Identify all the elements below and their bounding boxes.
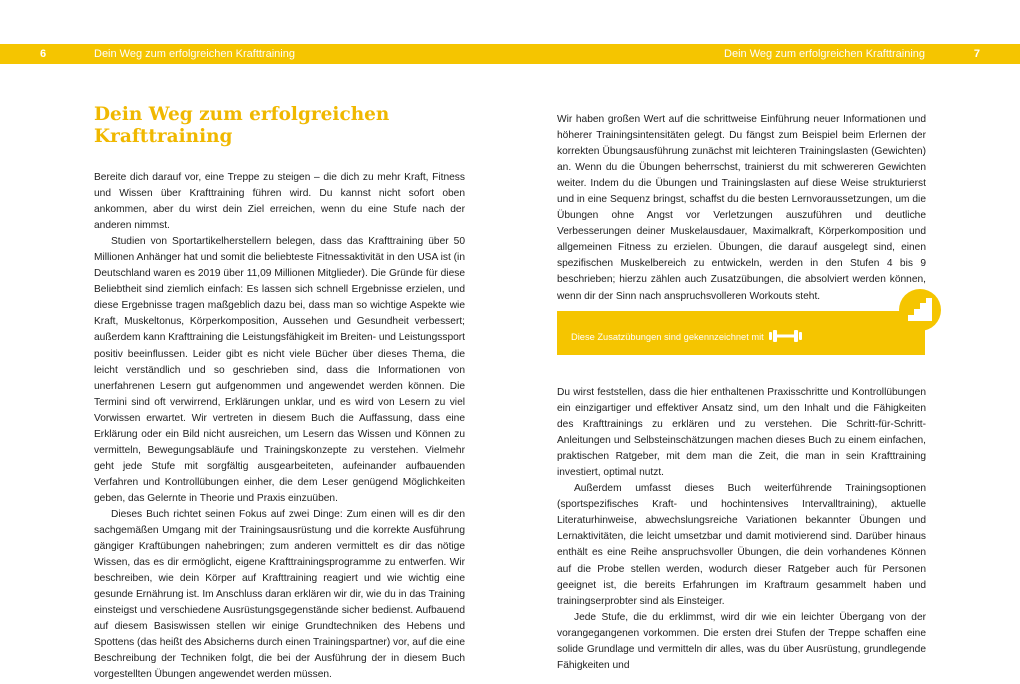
paragraph: Du wirst feststellen, dass die hier enthaltenen Praxisschritte und Kontrollübungen ein einzigartiger und effektiver Ansatz sind, um den Inhalt und die Fähigkeiten des Krafttrainings zu erklären und zu verstehen. Die Schritt-für-Schritt-Anleitungen und Selbsteinschätzungen machen dieses Buch zu einem einfachen, praktischen Ratgeber, mit dem man die Zeit, die man in sein Krafttraining investiert, optimal nutzt. xyxy=(557,387,926,479)
left-body-text xyxy=(94,170,465,684)
callout-box xyxy=(557,311,925,355)
paragraph: Studien von Sportartikelherstellern belegen, dass das Krafttraining über 50 Millionen Anhänger hat und somit die beliebteste Fitnessaktivität in den USA ist (in Deutschland waren es 2019 über 11,09 Millionen Mitglieder). Die Gründe für diese Beliebtheit sind ziemlich einfach: Es lassen sich schnell Ergebnisse erzielen, und diese Ergebnisse tragen maßgeblich dazu bei, dass man so wichtige Aspekte wie Kraft, Muskeltonus, Körperkomposition, Aussehen und Gesundheit verbessert; außerdem kann Krafttraining die Leistungsfähigkeit im Breiten- und Leistungssport positiv beeinflussen. Leider gibt es nicht viele Bücher über dieses Thema, die leicht verständlich und so geschrieben sind, dass die Informationen von unerfahrenen Lesern gut aufgenommen und angewendet werden können. Die Termini sind oft verwirrend, Erklärungen unklar, und es wird von Lesern zu viel Vorwissen erwartet. Wir vertreten in diesem Buch die Auffassung, dass eine Erklärung oder ein Bild nicht ausreichen, um Lesern das Wissen und Können zu vermitteln, Bewegungsabläufe und Trainingskonzepte zu verstehen. Vielmehr geht jede Stufe mit sorgfältig ausgearbeiteten, aufeinander aufbauenden Verfahren und Kontrollübungen einher, die dem Leser genügend Möglichkeiten geben, das Gelernte in Theorie und Praxis einzuüben. xyxy=(94,236,465,504)
left-page-number: 6 xyxy=(40,48,47,60)
right-body-text-top xyxy=(557,112,926,305)
paragraph: Wir haben großen Wert auf die schrittweise Einführung neuer Informationen und höherer Trainingsintensitäten gelegt. Du fängst zum Beispiel beim Erlernen der korrekten Übungsausführung zunächst mit leichteren Trainingslasten (Gewichten) an. Wenn du die Übungen beherrschst, trainierst du mit schwereren Gewichten weiter. Indem du die Übungen und Trainingslasten auf diese Weise strukturierst und in eine Sequenz bringst, schaffst du die besten Lernvoraussetzungen, um die Übungen ohne Angst vor Verletzungen auszuführen und deutliche Verbesserungen deiner Muskelausdauer, Maximalkraft, Körperkomposition und allgemeinen Fitness zu erzielen. Übungen, die darauf ausgelegt sind, einen spezifischen Muskelbereich zu entwickeln, werden in den Stufen 4 bis 9 beschrieben; hierzu zählen auch Zusatzübungen, die absolviert werden können, wenn dir der Sinn nach anspruchsvolleren Workouts steht. xyxy=(557,114,926,302)
stairs-badge-icon xyxy=(898,288,942,332)
dumbbell-icon xyxy=(768,329,804,343)
running-header-bar xyxy=(0,44,1020,64)
chapter-title: Dein Weg zum erfolgreichen Krafttraining xyxy=(94,104,390,147)
right-body-text-bottom xyxy=(557,385,926,674)
paragraph: Bereite dich darauf vor, eine Treppe zu steigen – die dich zu mehr Kraft, Fitness und Wissen über Krafttraining führen wird. Du kannst nicht sofort oben ankommen, aber du wirst dein Ziel erreichen, wenn du eine Stufe nach der anderen nimmst. xyxy=(94,172,465,232)
callout-text: Diese Zusatzübungen sind gekennzeichnet mit xyxy=(571,332,764,342)
right-running-title: Dein Weg zum erfolgreichen Krafttraining xyxy=(724,48,925,60)
paragraph: Jede Stufe, die du erklimmst, wird dir wie ein leichter Übergang von der vorangegangenen vorkommen. Die ersten drei Stufen der Treppe schaffen eine solide Grundlage und vermitteln dir alles, was du über Ausrüstung, grundlegende Fähigkeiten und xyxy=(557,611,926,671)
paragraph: Außerdem umfasst dieses Buch weiterführende Trainingsoptionen (sportspezifisches Kraft- und hochintensives Intervalltraining), aktuelle Literaturhinweise, abwechslungsreiche Variationen bekannter Übungen und Lernaktivitäten, die leicht umsetzbar und damit motivierend sind. Darüber hinaus enthält es eine Reihe anspruchsvoller Übungen, die dein vorhandenes Können auf die Probe stellen werden, wodurch dieser Ratgeber auch für Personen geeignet ist, die bereits Erfahrungen im Kraftraum gesammelt haben und trainingserprobter sind als Einsteiger. xyxy=(557,483,926,607)
left-running-title: Dein Weg zum erfolgreichen Krafttraining xyxy=(94,48,295,60)
right-page-number: 7 xyxy=(973,48,980,60)
paragraph: Dieses Buch richtet seinen Fokus auf zwei Dinge: Zum einen will es dir den sachgemäßen Umgang mit der Trainingsausrüstung und die korrekte Ausführung gängiger Kraftübungen nahebringen; zum anderen vermittelt es dir das nötige Wissen, das es dir ermöglicht, eigene Krafttrainingsprogramme zu entwerfen. Wir beschreiben, wie dein Körper auf Krafttraining reagiert und wie wichtig eine gesunde Ernährung ist. Im Anschluss daran erklären wir dir, wie du in das Training einsteigst und verschiedene Ausrüstungsgegenstände sicher bedienst. Aufbauend auf diesem Basiswissen stellen wir einige Grundtechniken des Hebens und Spottens (das heißt des Absicherns durch einen Trainingspartner) vor, auf die eine Beschreibung der Techniken folgt, die bei der Ausführung der in diesem Buch vorgestellten Übungen angewendet werden müssen. xyxy=(94,508,465,681)
